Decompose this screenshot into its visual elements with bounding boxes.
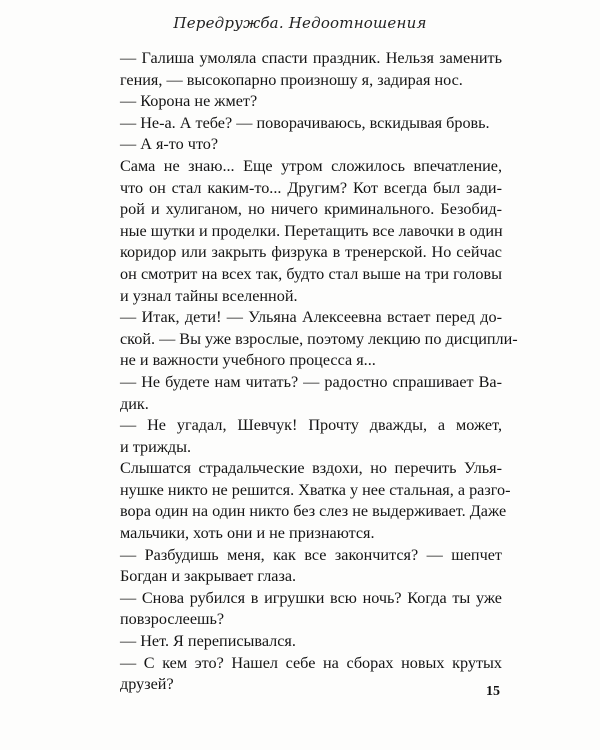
text-line: ской. — Вы уже взрослые, поэтому лекцию по дисципли- [120,329,518,348]
text-line: он смотрит на всех так, будто стал выше на три головы [120,264,502,283]
paragraph [120,91,502,113]
body-text [120,48,518,696]
paragraph [120,307,518,372]
text-line: рой и хулиганом, но ничего криминального. Безобид- [120,200,502,219]
text-line: вора один на один никто без слез не выдерживает. Даже [120,502,507,521]
text-line: Богдан и закрывает глаза. [120,567,297,586]
text-line: — Нет. Я переписывался. [120,632,296,651]
paragraph [120,113,502,135]
paragraph [120,372,502,415]
text-line: и узнал тайны вселенной. [120,286,298,305]
text-line: — Не угадал, Шевчук! Прочту дважды, а может, [120,416,502,435]
text-line: — Галиша умоляла спасти праздник. Нельзя заменить [120,49,502,67]
text-line: — Не-а. А тебе? — поворачиваюсь, вскидывая бровь. [120,113,490,132]
running-title: Передружба. Недоотношения [173,14,427,32]
paragraph [120,134,502,156]
text-line: что он стал каким-то... Другим? Кот всегда был зади- [120,178,502,197]
paragraph [120,415,502,458]
text-line: — Не будете нам читать? — радостно спрашивает Ва- [120,372,502,391]
text-line: — А я-то что? [120,135,219,154]
text-line: коридор или закрыть физрука в тренерской. Но сейчас [120,243,502,262]
text-line: и трижды. [120,437,192,456]
text-line: дик. [120,394,149,413]
text-line: — Корона не жмет? [120,92,258,111]
page-number: 15 [486,684,500,699]
text-line: — Итак, дети! — Ульяна Алексеевна встает перед до- [120,308,502,327]
paragraph [120,631,502,653]
text-line: Сама не знаю... Еще утром сложилось впечатление, [120,156,502,175]
text-line: — Снова рубился в игрушки всю ночь? Когда ты уже [120,588,502,607]
text-line: нушке никто не решится. Хватка у нее стальная, а разго- [120,480,511,499]
text-line: гения, — высокопарно произношу я, задирая нос. [120,70,463,89]
text-line: — Разбудишь меня, как все закончится? — шепчет [120,545,502,564]
paragraph [120,458,511,544]
paragraph [120,653,502,696]
text-line: Слышатся страдальческие вздохи, но перечить Улья- [120,459,502,478]
text-line: мальчики, хоть они и не признаются. [120,524,375,543]
paragraph [120,588,502,631]
text-line: не и важности учебного процесса я... [120,351,376,370]
paragraph [120,48,502,91]
paragraph [120,545,502,588]
text-line: ные шутки и проделки. Перетащить все лавочки в один [120,221,503,240]
text-line: повзрослеешь? [120,610,225,629]
text-line: — С кем это? Нашел себе на сборах новых крутых [120,653,502,672]
text-line: друзей? [120,675,174,694]
paragraph [120,156,502,307]
